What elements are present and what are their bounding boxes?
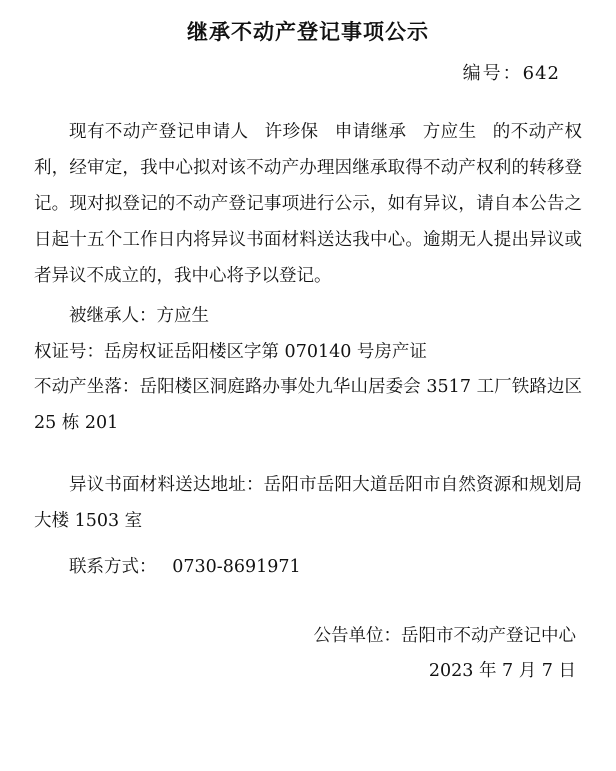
contact-label: 联系方式： [69, 556, 157, 577]
body-mid-text: 申请继承 [334, 122, 407, 143]
body-tail-text: 的不动产权利，经审定，我中心拟对该不动产办理因继承取得不动产权利的转移登记。现对拟登记的不动产登记事项进行公示，如有异议，请自本公告之日起十五个工作日内将异议书面材料送达我中心。逾期无人提出异议或者异议不成立的，我中心将予以登记。 [34, 122, 583, 286]
issue-date: 2023 年 7 月 7 日 [428, 661, 576, 682]
document-number [34, 59, 582, 85]
field-value-certificate: 岳房权证岳阳楼区字第 070140 号房产证 [104, 341, 427, 362]
field-row-decedent [34, 299, 582, 335]
body-paragraph-text [34, 115, 582, 294]
issuer-value: 岳阳市不动产登记中心 [401, 625, 576, 646]
delivery-address-label: 异议书面材料送达地址： [69, 475, 264, 496]
issuer-row [34, 620, 582, 653]
applicant-name: 许珍保 [264, 122, 319, 143]
issuer-label: 公告单位： [313, 625, 401, 646]
field-value-decedent: 方应生 [156, 305, 209, 326]
body-paragraph [34, 115, 582, 294]
field-row-location [34, 370, 582, 442]
field-list [34, 299, 582, 443]
field-label-decedent: 被继承人： [69, 305, 157, 326]
heir-name: 方应生 [422, 122, 477, 143]
page-title: 继承不动产登记事项公示 [187, 19, 429, 44]
field-value-location: 岳阳楼区洞庭路办事处九华山居委会 3517 工厂铁路边区 25 栋 201 [34, 377, 582, 434]
contact-row [34, 550, 582, 586]
field-label-location: 不动产坐落： [34, 377, 140, 398]
delivery-address-value: 岳阳市岳阳大道岳阳市自然资源和规划局大楼 1503 室 [34, 475, 583, 532]
body-lead-text: 现有不动产登记申请人 [69, 122, 249, 143]
document-number-label: 编号： [462, 63, 523, 85]
delivery-address-row [34, 468, 582, 540]
delivery-address-block [34, 468, 582, 540]
field-row-certificate [34, 335, 582, 371]
document-page [0, 18, 616, 771]
document-number-value: 642 [522, 63, 560, 85]
field-label-certificate: 权证号： [34, 341, 104, 362]
contact-value: 0730-8691971 [172, 556, 301, 577]
